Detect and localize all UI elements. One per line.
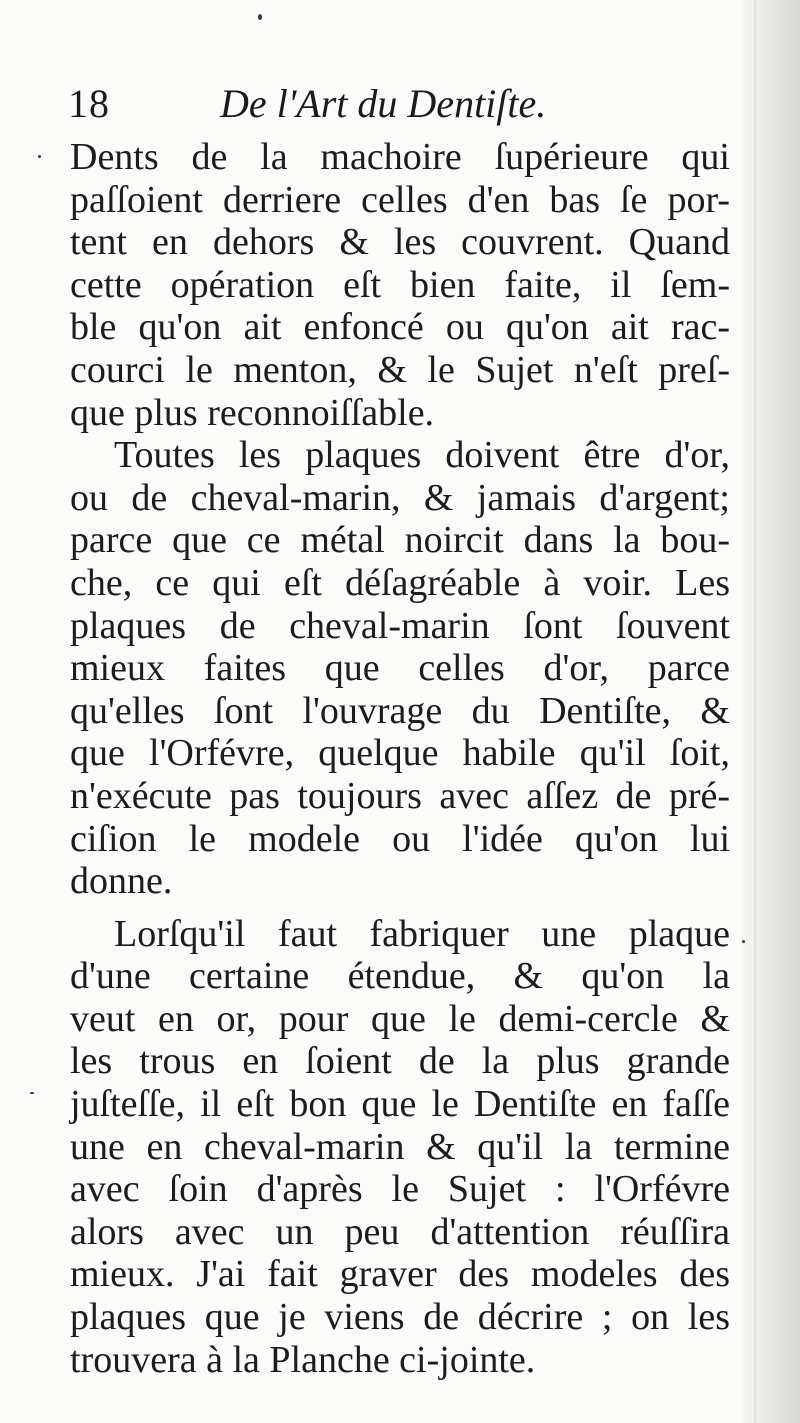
text-line: Lorſqu'il faut fabriquer une plaque [114,912,730,955]
text-line: qu'elles ſont l'ouvrage du Dentiſte, & [70,689,730,732]
paragraph-spacing [70,903,730,913]
text-line: les trous en ſoient de la plus grande [70,1040,730,1083]
text-line: Dents de la machoire ſupérieure qui [70,136,730,178]
page-gutter-shadow [742,0,800,1423]
text-line: mieux faites que celles d'or, parce [70,647,730,690]
text-line: parce que ce métal noircit dans la bou- [70,519,730,562]
text-line: trouvera à la Planche ci-jointe. [70,1338,536,1381]
paragraph-2 [70,434,730,903]
text-line: une en cheval-marin & qu'il la termine [70,1125,730,1168]
text-line: d'une certaine étendue, & qu'on la [70,955,730,998]
text-line: paſſoient derriere celles d'en bas ſe por- [70,178,730,221]
page-edge-line [754,0,756,1423]
text-line: mieux. J'ai fait graver des modeles des [70,1253,730,1296]
text-line: che, ce qui eſt déſagréable à voir. Les [70,561,730,604]
text-line: juſteſſe, il eſt bon que le Dentiſte en faſſe [70,1083,730,1126]
text-line: plaques de cheval-marin ſont ſouvent [70,604,730,647]
text-line: avec ſoin d'après le Sujet : l'Orfévre [70,1168,730,1211]
text-line: ciſion le modele ou l'idée qu'on lui [70,817,730,860]
text-line: ou de cheval-marin, & jamais d'argent; [70,476,730,519]
text-line: que l'Orfévre, quelque habile qu'il ſoit, [70,732,730,775]
text-line: donne. [70,860,173,903]
ink-speck [742,940,745,943]
text-line: ble qu'on ait enfoncé ou qu'on ait rac- [70,306,730,349]
text-line: Toutes les plaques doivent être d'or, [114,434,730,477]
paragraph-1 [70,136,730,434]
text-line: courci le menton, & le Sujet n'eſt preſ- [70,348,730,391]
text-line: n'exécute pas toujours avec aſſez de pré- [70,774,730,817]
page-number: 18 [68,81,110,126]
text-line: alors avec un peu d'attention réuſſira [70,1210,730,1253]
body-text [70,136,730,1381]
text-line: que plus reconnoiſſable. [70,391,435,434]
ink-speck [38,155,41,158]
text-line: tent en dehors & les couvrent. Quand [70,221,730,264]
running-title: De l'Art du Dentiſte. [220,81,547,126]
ink-speck [30,1092,34,1094]
text-line: veut en or, pour que le demi-cercle & [70,997,730,1040]
paragraph-3 [70,913,730,1382]
text-line: cette opération eſt bien faite, il ſem- [70,263,730,306]
text-line: plaques que je viens de décrire ; on les [70,1296,730,1339]
ink-speck [258,14,262,20]
page-header [68,80,708,136]
